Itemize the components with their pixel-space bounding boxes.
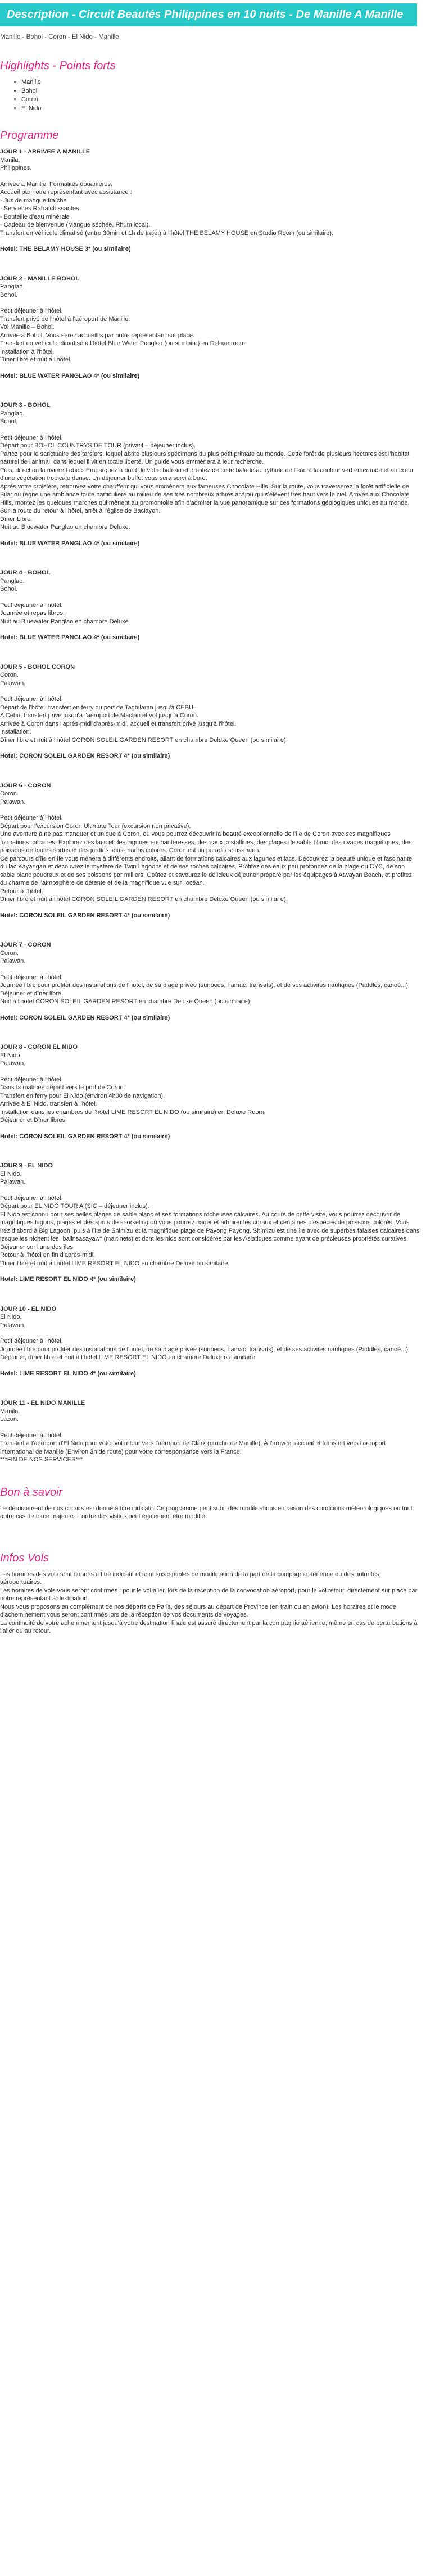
day-place-line: Luzon. <box>0 1416 19 1423</box>
day-place-line: Palawan. <box>0 958 26 965</box>
day-title: JOUR 11 - EL NIDO MANILLE <box>0 1400 85 1406</box>
day-place-line: Coron. <box>0 790 19 797</box>
highlights-list <box>0 78 420 113</box>
day-body-line: Transfert à l'aéroport d'El Nido pour votre vol retour vers l'aéroport de Clark (proche de Manille). À l'arrivée, accueil et transfert vers l'aéroport international de Manille (Environ 3h de route) pour votre correspondance vers la France. <box>0 1440 386 1455</box>
day-body-line: Départ pour EL NIDO TOUR A (SIC – déjeuner inclus). <box>0 1203 149 1210</box>
day-place-line: Philippines. <box>0 165 32 171</box>
day-body-line: Nuit au Bluewater Panglao en chambre Deluxe. <box>0 524 130 531</box>
day-block <box>0 1043 420 1140</box>
day-hotel: Hotel: LIME RESORT EL NIDO 4* (ou similaire) <box>0 1276 136 1283</box>
day-body-line: Journée libre pour profiter des installations de l'hôtel, de sa plage privée (sunbeds, hamac, transats), et de ses activités nautiques (Paddles, canoé...) <box>0 982 409 989</box>
day-body-line: - Bouteille d'eau minérale <box>0 213 70 220</box>
day-body-line: Petit déjeuner à l'hôtel. <box>0 1432 63 1439</box>
day-body-line: Installation. <box>0 728 31 735</box>
day-hotel: Hotel: CORON SOLEIL GARDEN RESORT 4* (ou similaire) <box>0 753 170 759</box>
day-title: JOUR 5 - BOHOL CORON <box>0 663 75 671</box>
day-title: JOUR 9 - EL NIDO <box>0 1162 53 1169</box>
day-place-line: Bohol. <box>0 586 18 592</box>
bon-a-savoir-heading: Bon à savoir <box>0 1486 63 1498</box>
day-body-line: Partez pour le sanctuaire des tarsiers, lequel abrite plusieurs spécimens du plus petit primate au monde. Cette forêt de plusieurs hectares est l'habitat naturel de l'animal, dans lequel il vit en totale liberté. Un guide vous emmènera à leur recherche. <box>0 450 410 465</box>
day-body-line: Départ pour BOHOL COUNTRYSIDE TOUR (privatif – déjeuner inclus). <box>0 442 196 449</box>
day-body-line: Petit déjeuner à l'hôtel. <box>0 696 63 703</box>
day-body-line: Installation dans les chambres de l'hôtel LIME RESORT EL NIDO (ou similaire) en Deluxe Room. <box>0 1108 266 1116</box>
day-body-line: Petit déjeuner à l'hôtel. <box>0 1338 63 1344</box>
infos-vols-paragraph: La continuité de votre acheminement jusqu'à votre destination finale est assuré directement par la compagnie aérienne, même en cas de perturbations à l'aller ou au retour. <box>0 1619 418 1635</box>
day-body-line: Déjeuner et dîner libre. <box>0 990 63 997</box>
highlight-item: • Manille <box>21 78 420 87</box>
day-body-line: Après votre croisière, retrouvez votre chauffeur qui vous emmènera aux fameuses Chocolate Hills. Sur la route, vous traverserez la forêt artificielle de Bilar où règne une ambiance toute particulière au milieu de ses très nombreux arbres acajou qui s'élèvent très haut vers le ciel. Arrivés aux Chocolate Hills, montez les quelques marches qui mènent au promontoire afin d'admirer la vue panoramique sur ces formations géologiques uniques au monde. <box>0 483 410 506</box>
day-body-line: Départ de l'hôtel, transfert en ferry du port de Tagbilaran jusqu'à CEBU. <box>0 704 196 711</box>
day-body-line: Puis, direction la rivière Loboc. Embarquez à bord de votre bateau et profitez de cette balade au rythme de l'eau à la couleur vert émeraude et au cœur d'une végétation tropicale dense. Un déjeuner buffet vous sera servi à bord. <box>0 467 414 482</box>
day-body-line: Déjeuner, dîner libre et nuit à l'hôtel LIME RESORT EL NIDO en chambre Deluxe ou similaire. <box>0 1354 257 1361</box>
day-body-line: El Nido est connu pour ses belles plages de sable blanc et ses formations rocheuses calcaires. Au cours de cette visite, vous pourrez découvrir de magnifiques lagons, plages et des spots de snorkeling où vous pourrez nager et admirer les coraux et centaines d'espèces de poissons colorés. Vous irez d'abord à Big Lagoon, puis à l'île de Shimizu et la magnifique plage de Payong Payong. Shimizu est une île avec de superbes falaises calcaires dans lesquelles nichent les "balinsasayaw" (martinets) et dont les nids sont considérés par les Asiatiques comme ayant de précieuses propriétés curatives. <box>0 1211 420 1242</box>
infos-vols-paragraph: Les horaires des vols sont donnés à titre indicatif et sont susceptibles de modification de la part de la compagnie aérienne ou des autorités aéroportuaires. <box>0 1570 379 1586</box>
day-body-line: Sur la route du retour à l'hôtel, arrêt à l'église de Baclayon. <box>0 508 161 514</box>
day-block <box>0 569 420 642</box>
day-place-line: Panglao. <box>0 283 25 290</box>
day-place-line: El Nido. <box>0 1052 22 1059</box>
day-body-line: Nuit à l'hôtel CORON SOLEIL GARDEN RESORT en chambre Deluxe Queen (ou similaire). <box>0 998 252 1005</box>
day-hotel: Hotel: CORON SOLEIL GARDEN RESORT 4* (ou similaire) <box>0 1014 170 1021</box>
day-place-line: Panglao. <box>0 577 25 585</box>
infos-vols-heading: Infos Vols <box>0 1551 49 1564</box>
route-line: Manille - Bohol - Coron - El Nido - Manille <box>0 34 119 40</box>
day-block <box>0 1305 420 1378</box>
day-body-line: ***FIN DE NOS SERVICES*** <box>0 1456 83 1463</box>
day-place-line: Manila. <box>0 1407 20 1415</box>
day-hotel: Hotel: LIME RESORT EL NIDO 4* (ou similaire) <box>0 1370 136 1377</box>
day-hotel: Hotel: CORON SOLEIL GARDEN RESORT 4* (ou similaire) <box>0 1133 170 1140</box>
day-body-line: Dîner Libre. <box>0 515 33 523</box>
day-body-line: Départ pour l'excursion Coron Ultimate Tour (excursion non privative). <box>0 822 191 830</box>
day-body-line: Vol Manille – Bohol. <box>0 324 55 331</box>
day-title: JOUR 8 - CORON EL NIDO <box>0 1044 78 1051</box>
day-body-line: - Jus de mangue fraîche <box>0 197 67 204</box>
day-hotel: Hotel: BLUE WATER PANGLAO 4* (ou similaire) <box>0 540 140 547</box>
day-title: JOUR 2 - MANILLE BOHOL <box>0 275 80 282</box>
day-place-line: Palawan. <box>0 1179 26 1185</box>
day-body-line: Transfert en véhicule climatisé (entre 30min et 1h de trajet) à l'hôtel THE BELAMY HOUSE en Studio Room (ou similaire). <box>0 229 334 237</box>
day-body-line: Arrivée à Manille. Formalités douanières. <box>0 180 112 188</box>
day-place-line: El Nido. <box>0 1170 22 1178</box>
day-body-line: Déjeuner et Dîner libres <box>0 1117 66 1124</box>
day-body-line: Dîner libre et nuit à l'hôtel CORON SOLEIL GARDEN RESORT en chambre Deluxe Queen (ou similaire). <box>0 896 288 903</box>
day-place-line: El Nido. <box>0 1314 22 1320</box>
day-block <box>0 275 420 381</box>
day-place-line: Panglao. <box>0 410 25 417</box>
day-block <box>0 1399 420 1464</box>
day-body-line: Installation à l'hôtel. <box>0 348 55 355</box>
day-body-line: Retour à l'hôtel en fin d'après-midi. <box>0 1252 96 1258</box>
day-body-line: Petit déjeuner à l'hôtel. <box>0 1194 63 1202</box>
day-place-line: Coron. <box>0 949 19 957</box>
day-body-line: Retour à l'hôtel. <box>0 888 43 895</box>
day-place-line: Palawan. <box>0 1060 26 1067</box>
day-block <box>0 1162 420 1284</box>
day-body-line: - Cadeau de bienvenue (Mangue séchée, Rhum local). <box>0 221 151 228</box>
day-block <box>0 663 420 760</box>
day-place-line: Palawan. <box>0 1321 26 1329</box>
day-body-line: Petit déjeuner à l'hôtel. <box>0 434 63 441</box>
highlight-item: • Bohol <box>21 87 420 96</box>
day-place-line: Bohol. <box>0 291 18 298</box>
day-body-line: Petit déjeuner à l'hôtel. <box>0 814 63 821</box>
day-body-line: Arrivée à El Nido, transfert à l'hôtel. <box>0 1101 97 1107</box>
day-block <box>0 782 420 920</box>
day-body-line: A Cebu, transfert privé jusqu'à l'aéroport de Mactan et vol jusqu'à Coron. <box>0 712 198 719</box>
day-hotel: Hotel: BLUE WATER PANGLAO 4* (ou similaire) <box>0 634 140 641</box>
day-block <box>0 941 420 1022</box>
day-place-line: Palawan. <box>0 798 26 805</box>
day-body-line: Transfert en ferry pour El Nido (environ 4h00 de navigation). <box>0 1092 165 1099</box>
day-body-line: Dîner libre et nuit à l'hôtel CORON SOLEIL GARDEN RESORT en chambre Deluxe Queen (ou similaire). <box>0 736 288 744</box>
day-body-line: Une aventure à ne pas manquer et unique à Coron, où vous pourrez découvrir la beauté exceptionnelle de l'île de Coron avec ses magnifiques formations calcaires. Explorez des lacs et des lagunes enchanteresses, des eaux cristallines, des plages de sable blanc, des rivages magnifiques, des poissons de toutes sortes et des jardins sous-marins colorés. Coron est un paradis sous-marin. <box>0 831 412 854</box>
day-block <box>0 401 420 547</box>
infos-vols-paragraph: Nous vous proposons en complément de nos départs de Paris, des séjours au départ de Province (en train ou en avion). Les horaires et le mode d'acheminement vous seront confirmés lors de la réception de vos documents de voyages. <box>0 1603 397 1618</box>
programme-heading: Programme <box>0 129 59 142</box>
day-title: JOUR 7 - CORON <box>0 941 51 948</box>
day-title: JOUR 6 - CORON <box>0 782 51 789</box>
day-body-line: Nuit au Bluewater Panglao en chambre Deluxe. <box>0 618 130 625</box>
day-body-line: Ce parcours d'île en île vous mènera à différents endroits, allant de formations calcaires aux lagunes et lacs. Découvrez la beauté unique et fascinante du lac Kayangan et découvrez le mystère de Twin Lagoons et de ses roches calcaires. Profitez des eaux peu profondes de la plage du CYC, de son sable blanc poudreux et de ses poissons par milliers. Goûtez et savourez le délicieux déjeuner préparé par les équipages à Atwayan Beach, et profitez du charme de l'atmosphère de détente et de la magnifique vue sur l'océan. <box>0 855 413 886</box>
day-hotel: Hotel: CORON SOLEIL GARDEN RESORT 4* (ou similaire) <box>0 912 170 919</box>
day-body-line: - Serviettes Rafraîchissantes <box>0 205 79 212</box>
day-hotel: Hotel: THE BELAMY HOUSE 3* (ou similaire) <box>0 246 131 252</box>
day-body-line: Petit déjeuner à l'hôtel. <box>0 1076 63 1083</box>
highlight-item: • Coron <box>21 96 420 105</box>
day-place-line: Coron. <box>0 672 19 678</box>
day-hotel: Hotel: BLUE WATER PANGLAO 4* (ou similaire) <box>0 372 140 379</box>
day-title: JOUR 3 - BOHOL <box>0 402 51 409</box>
day-body-line: Arrivée à Coron dans l'après-midi d'après-midi, accueil et transfert privé jusqu'à l'hôtel. <box>0 720 237 727</box>
day-title: JOUR 4 - BOHOL <box>0 569 51 576</box>
day-place-line: Palawan. <box>0 680 26 687</box>
day-place-line: Manila, <box>0 156 20 164</box>
page-title: Description - Circuit Beautés Philippines en 10 nuits - De Manille A Manille <box>0 3 417 26</box>
day-body-line: Transfert en véhicule climatisé à l'hôtel Blue Water Panglao (ou similaire) en Deluxe room. <box>0 340 247 347</box>
day-title: JOUR 10 - EL NIDO <box>0 1305 57 1312</box>
day-body-line: Dîner libre et nuit à l'hôtel LIME RESORT EL NIDO en chambre Deluxe ou similaire. <box>0 1260 230 1267</box>
infos-vols-block <box>0 1570 420 1636</box>
highlight-item: • El Nido <box>21 105 420 114</box>
bon-a-savoir-text: Le déroulement de nos circuits est donné à titre indicatif. Ce programme peut subir des modifications en raison des conditions météorologiques ou tout autre cas de force majeure. L'ordre des visites peut également être modifié. <box>0 1505 413 1520</box>
infos-vols-paragraph: Les horaires de vols vous seront confirmés : pour le vol aller, lors de la réception de la convocation aéroport, pour le vol retour, directement sur place par notre représentant à destination. <box>0 1587 418 1602</box>
day-body-line: Journée et repas libres. <box>0 610 65 617</box>
day-body-line: Journée libre pour profiter des installations de l'hôtel, de sa plage privée (sunbeds, hamac, transats), et de ses activités nautiques (Paddles, canoé...) <box>0 1346 409 1353</box>
day-title: JOUR 1 - ARRIVEE A MANILLE <box>0 148 90 155</box>
day-body-line: Transfert privé de l'hôtel à l'aéroport de Manille. <box>0 315 130 323</box>
day-body-line: Dîner libre et nuit à l'hôtel. <box>0 356 72 363</box>
day-body-line: Petit déjeuner à l'hôtel. <box>0 974 63 981</box>
day-body-line: Déjeuner sur l'une des îles <box>0 1243 73 1251</box>
day-body-line: Accueil par notre représentant avec assistance : <box>0 189 132 196</box>
day-block <box>0 148 420 253</box>
day-body-line: Arrivée à Bohol. Vous serez accueillis par notre représentant sur place. <box>0 332 195 339</box>
day-place-line: Bohol. <box>0 418 18 425</box>
day-body-line: Dans la matinée départ vers le port de Coron. <box>0 1084 125 1091</box>
programme-days <box>0 148 420 1464</box>
highlights-heading: Highlights - Points forts <box>0 60 116 72</box>
day-body-line: Petit déjeuner à l'hôtel. <box>0 307 63 314</box>
day-body-line: Petit déjeuner à l'hôtel. <box>0 601 63 609</box>
